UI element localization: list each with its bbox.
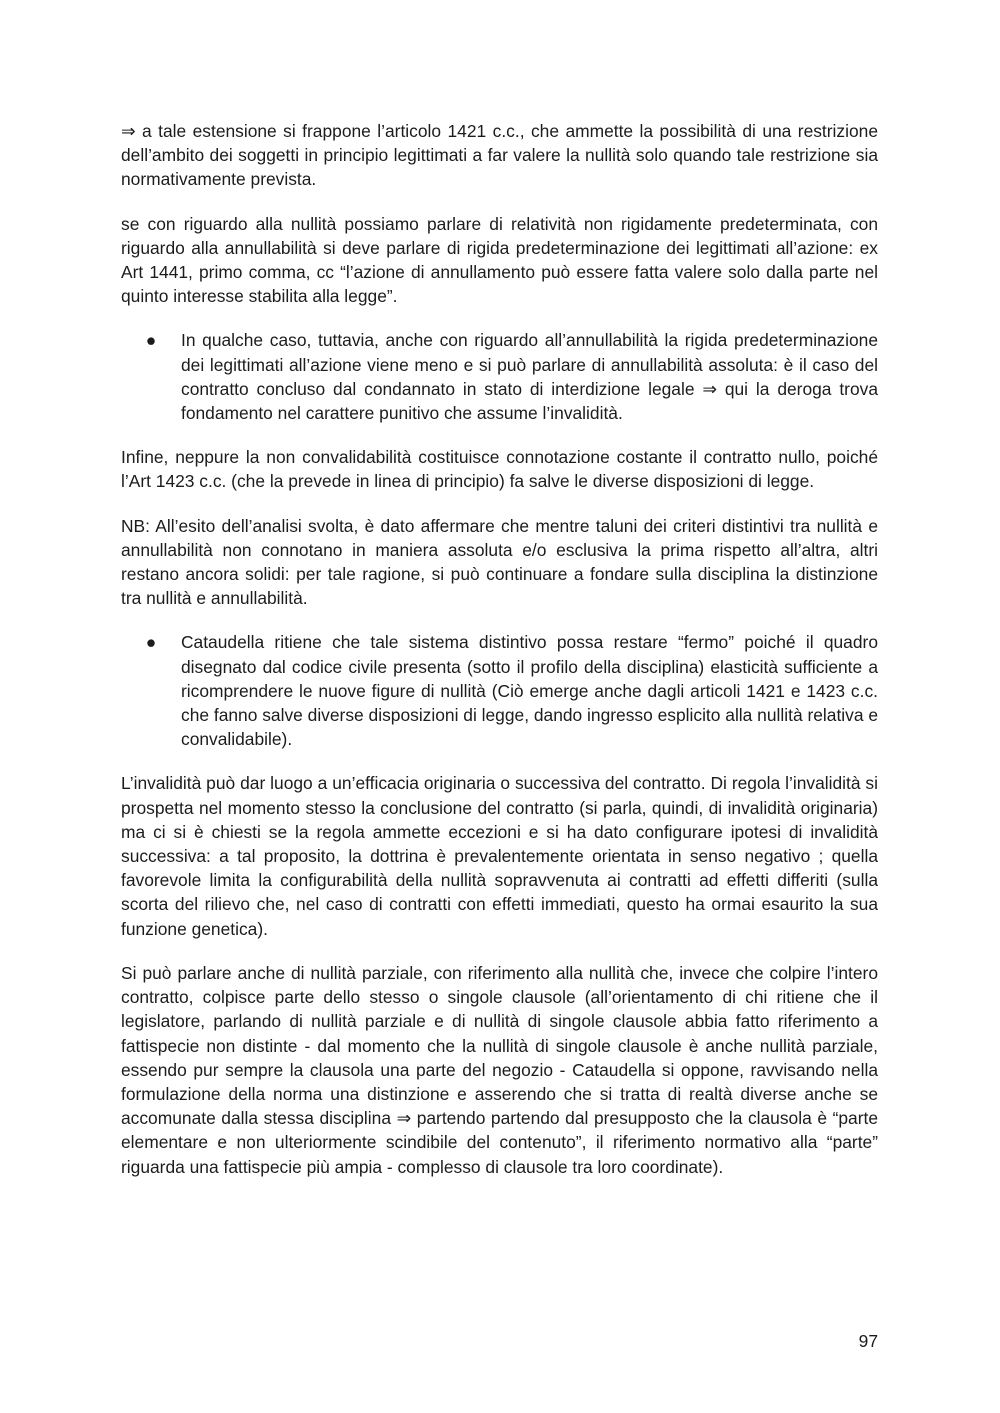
bullet-text: In qualche caso, tuttavia, anche con riguardo all’annullabilità la rigida predeterminazione dei legittimati all’azione viene meno e si può parlare di annullabilità assoluta: è il caso del contratto concluso dal condannato in stato di interdizione legale ⇒ qui la deroga trova fondamento nel carattere punitivo che assume l’invalidità. [181, 330, 878, 424]
bullet-text: Cataudella ritiene che tale sistema distintivo possa restare “fermo” poiché il quadro disegnato dal codice civile presenta (sotto il profilo della disciplina) elasticità sufficiente a ricomprendere le nuove figure di nullità (Ciò emerge anche dagli articoli 1421 e 1423 c.c. che fanno salve diverse disposizioni di legge, dando ingresso esplicito alla nullità relativa e convalidabile). [181, 632, 879, 750]
paragraph-invalidita-successiva: L’invalidità può dar luogo a un’efficacia originaria o successiva del contratto. Di regola l’invalidità si prospetta nel momento stesso la conclusione del contratto (si parla, quindi, di invalidità originaria) ma ci si è chiesti se la regola ammette eccezioni e si ha dato configurare ipotesi di invalidità successiva: a tal proposito, la dottrina è prevalentemente orientata in senso negativo ; quella favorevole limita la configurabilità della nullità sopravvenuta ai contratti ad effetti differiti (sulla scorta del rilievo che, nel caso di contratti con effetti immediati, questo ha ormai esaurito la sua funzione genetica). [121, 773, 878, 939]
paragraph-article-1441: se con riguardo alla nullità possiamo parlare di relatività non rigidamente predeterminata, con riguardo alla annullabilità si deve parlare di rigida predeterminazione dei legittimati all’azione: ex Art 1441, primo comma, cc “l’azione di annullamento può essere fatta valere solo dalla parte nel quinto interesse stabilita alla legge”. [121, 213, 878, 307]
paragraph-nullita-parziale: Si può parlare anche di nullità parziale, con riferimento alla nullità che, invece che colpire l’intero contratto, colpisce parte dello stesso o singole clausole (all’orientamento di chi ritiene che il legislatore, parlando di nullità parziale e di nullità di singole clausole abbia fatto riferimento a fattispecie non distinte - dal momento che la nullità di singole clausole è anche nullità parziale, essendo pur sempre la clausola una parte del negozio - Cataudella si oppone, ravvisando nella formulazione della norma una distinzione e asserendo che si tratta di realtà diverse anche se accomunate dalla stessa disciplina ⇒ partendo partendo dal presupposto che la clausola è “parte elementare e non ulteriormente scindibile del contenuto”, il riferimento normativo alla “parte” riguarda una fattispecie più ampia - complesso di clausole tra loro coordinate). [121, 962, 878, 1177]
page-number: 97 [858, 1331, 878, 1351]
bullet-dot-icon: ● [145, 330, 157, 351]
paragraph-article-1421: ⇒ a tale estensione si frappone l’articolo 1421 c.c., che ammette la possibilità di una restrizione dell’ambito dei soggetti in principio legittimati a far valere la nullità solo quando tale restrizione sia normativamente prevista. [121, 121, 878, 190]
bullet-item-annullabilita-assoluta [121, 328, 878, 425]
paragraph-nb: NB: All’esito dell’analisi svolta, è dato affermare che mentre taluni dei criteri distintivi tra nullità e annullabilità non connotano in maniera assoluta e/o esclusiva la prima rispetto all’altra, altri restano ancora solidi: per tale ragione, si può continuare a fondare sulla disciplina la distinzione tra nullità e annullabilità. [121, 515, 878, 609]
bullet-item-cataudella [121, 630, 878, 751]
bullet-dot-icon: ● [145, 632, 157, 653]
paragraph-article-1423: Infine, neppure la non convalidabilità costituisce connotazione costante il contratto nullo, poiché l’Art 1423 c.c. (che la prevede in linea di principio) fa salve le diverse disposizioni di legge. [121, 447, 878, 492]
page-body [121, 119, 878, 1199]
